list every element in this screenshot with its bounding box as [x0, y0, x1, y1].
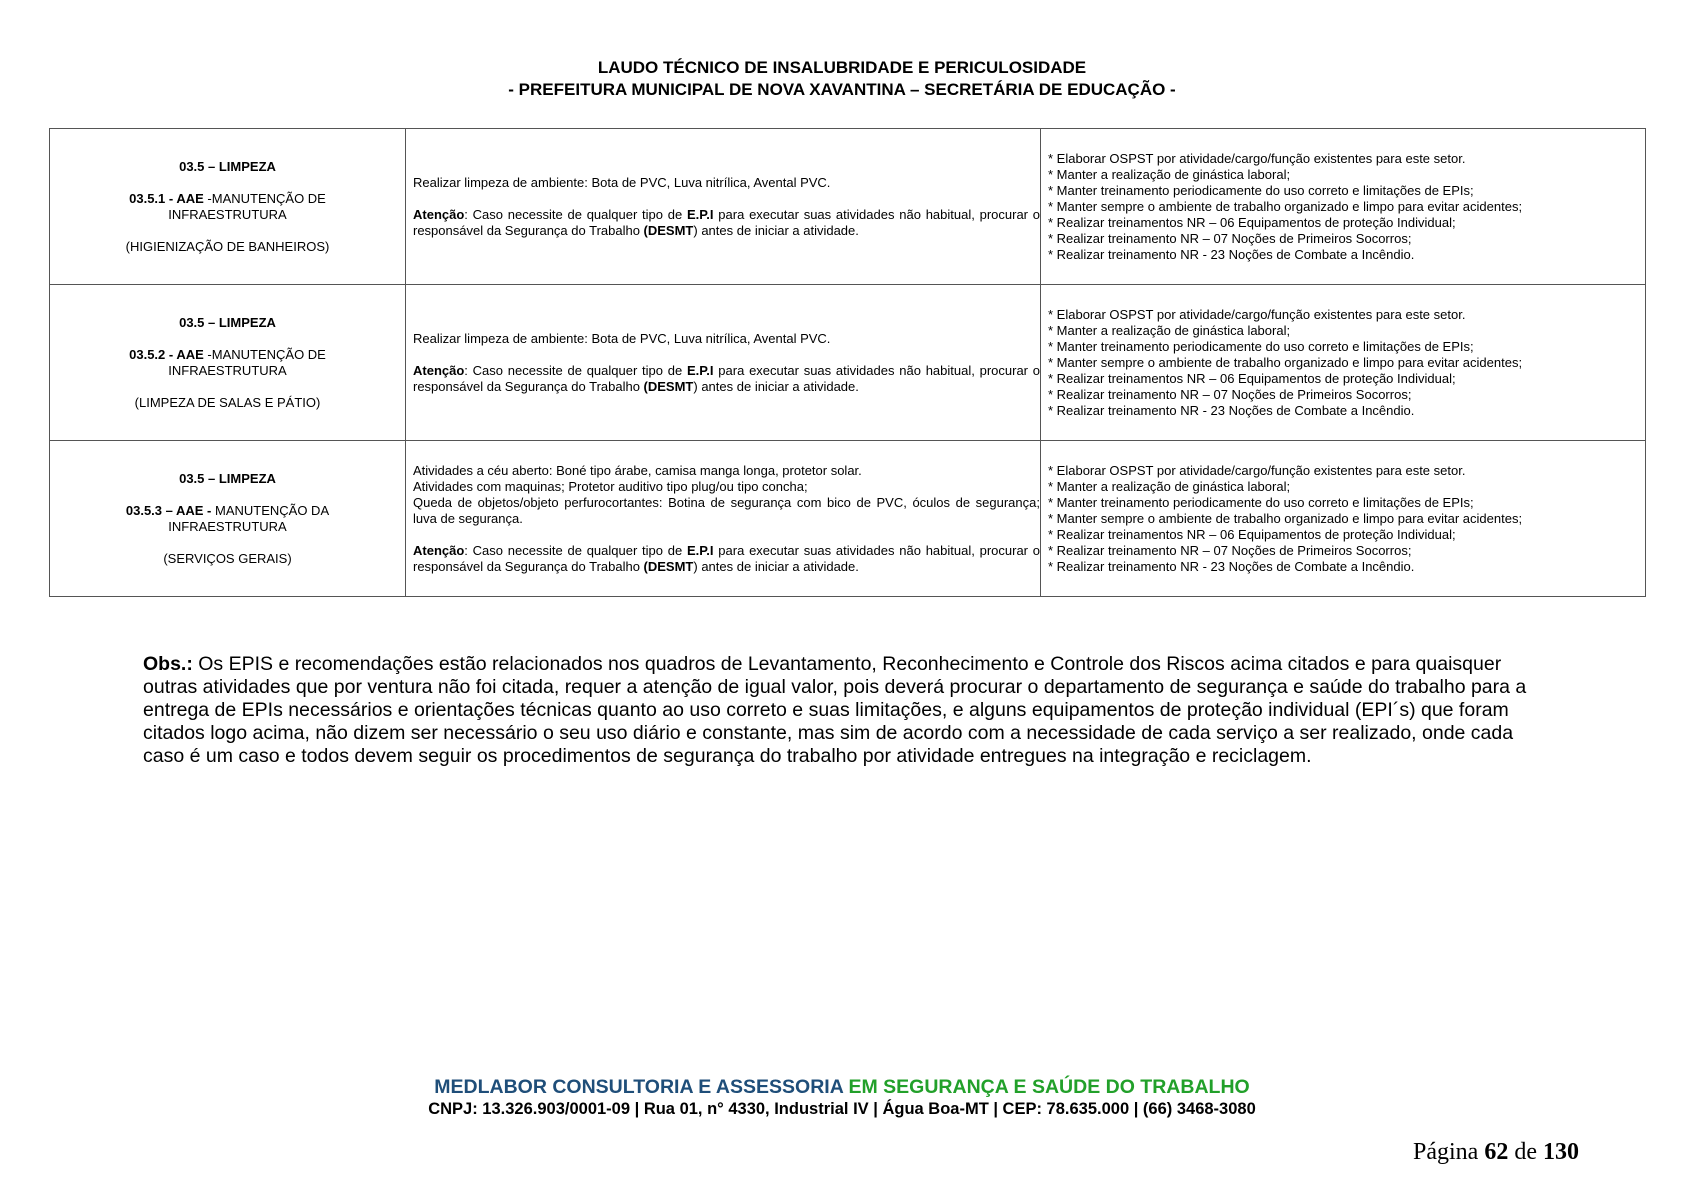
obs-text: Os EPIS e recomendações estão relacionados nos quadros de Levantamento, Reconhecimento e Controle dos Riscos acima citados e para quaisquer outras atividades que por ventura não foi citada, requer a atenção de igual valor, pois deverá procurar o departamento de segurança e saúde do trabalho para a entrega de EPIs necessários e orientações técnicas quanto ao uso correto e suas limitações, e alguns equipamentos de proteção individual (EPI´s) que foram citados logo acima, não dizem ser necessário o seu uso diário e constante, mas sim de acordo com a necessidade de cada serviço a ser realizado, onde cada caso é um caso e todos devem seguir os procedimentos de segurança do trabalho por atividade entregues na integração e reciclagem.	[143, 653, 1527, 767]
function-code: 03.5.2 - AAE -MANUTENÇÃO DE	[129, 346, 326, 362]
epi-line: Atividades a céu aberto: Boné tipo árabe, camisa manga longa, protetor solar.	[413, 462, 862, 478]
document-header	[0, 57, 1684, 101]
recommendation-item: * Manter sempre o ambiente de trabalho organizado e limpo para evitar acidentes;	[1048, 198, 1523, 214]
recommendation-item: * Realizar treinamento NR – 07 Noções de Primeiros Socorros;	[1048, 386, 1412, 402]
recommendation-item: * Manter treinamento periodicamente do uso correto e limitações de EPIs;	[1048, 494, 1474, 510]
function-code-line2: INFRAESTRUTURA	[168, 362, 287, 378]
recommendation-item: * Manter treinamento periodicamente do uso correto e limitações de EPIs;	[1048, 182, 1474, 198]
recommendation-item: * Realizar treinamentos NR – 06 Equipamentos de proteção Individual;	[1048, 214, 1456, 230]
attention-note: Atenção: Caso necessite de qualquer tipo de E.P.I para executar suas atividades não habitual, procurar o responsável da Segurança do Trabalho (DESMT) antes de iniciar a atividade.	[413, 206, 1041, 238]
activity-name: (SERVIÇOS GERAIS)	[163, 550, 292, 566]
recommendation-item: * Elaborar OSPST por atividade/cargo/função existentes para este setor.	[1048, 462, 1466, 478]
page-current: 62	[1484, 1139, 1509, 1165]
recommendation-item: * Manter treinamento periodicamente do uso correto e limitações de EPIs;	[1048, 338, 1474, 354]
epi-line: Realizar limpeza de ambiente: Bota de PVC, Luva nitrílica, Avental PVC.	[413, 330, 831, 346]
function-code-line2: INFRAESTRUTURA	[168, 518, 287, 534]
obs-label: Obs.:	[143, 653, 193, 675]
recommendation-item: * Realizar treinamentos NR – 06 Equipamentos de proteção Individual;	[1048, 370, 1456, 386]
footer-company-tagline: EM SEGURANÇA E SAÚDE DO TRABALHO	[848, 1076, 1250, 1098]
section-title: 03.5 – LIMPEZA	[179, 158, 276, 174]
function-code-line2: INFRAESTRUTURA	[168, 206, 287, 222]
sector-cell	[50, 129, 406, 285]
activity-name: (HIGIENIZAÇÃO DE BANHEIROS)	[125, 238, 330, 254]
section-title: 03.5 – LIMPEZA	[179, 314, 276, 330]
recommendation-item: * Realizar treinamentos NR – 06 Equipamentos de proteção Individual;	[1048, 526, 1456, 542]
recommendation-item: * Elaborar OSPST por atividade/cargo/função existentes para este setor.	[1048, 150, 1466, 166]
function-code: 03.5.3 – AAE - MANUTENÇÃO DA	[125, 502, 330, 518]
recommendations-cell	[1041, 441, 1646, 597]
epi-line: Realizar limpeza de ambiente: Bota de PVC, Luva nitrílica, Avental PVC.	[413, 174, 831, 190]
header-subtitle: - PREFEITURA MUNICIPAL DE NOVA XAVANTINA – SECRETÁRIA DE EDUCAÇÃO -	[508, 80, 1176, 99]
recommendations-cell	[1041, 285, 1646, 441]
epi-cell	[406, 285, 1041, 441]
function-code: 03.5.1 - AAE -MANUTENÇÃO DE	[129, 190, 326, 206]
activity-name: (LIMPEZA DE SALAS E PÁTIO)	[134, 394, 321, 410]
sector-cell	[50, 285, 406, 441]
footer-address: CNPJ: 13.326.903/0001-09 | Rua 01, n° 4330, Industrial IV | Água Boa-MT | CEP: 78.635.000 | (66) 3468-3080	[428, 1100, 1256, 1118]
table-row	[50, 285, 1646, 441]
recommendation-item: * Manter sempre o ambiente de trabalho organizado e limpo para evitar acidentes;	[1048, 354, 1523, 370]
recommendation-item: * Manter a realização de ginástica laboral;	[1048, 166, 1291, 182]
recommendation-item: * Manter a realização de ginástica laboral;	[1048, 322, 1291, 338]
epi-line: Queda de objetos/objeto perfurocortantes: Botina de segurança com bico de PVC, óculos de segurança; luva de segurança.	[413, 494, 1040, 526]
recommendation-item: * Realizar treinamento NR - 23 Noções de Combate a Incêndio.	[1048, 558, 1415, 574]
recommendation-item: * Realizar treinamento NR – 07 Noções de Primeiros Socorros;	[1048, 542, 1412, 558]
table-row	[50, 129, 1646, 285]
epi-table	[49, 128, 1646, 597]
page-label: Página	[1413, 1139, 1479, 1165]
recommendation-item: * Elaborar OSPST por atividade/cargo/função existentes para este setor.	[1048, 306, 1466, 322]
observation-paragraph	[143, 653, 1553, 768]
recommendation-item: * Realizar treinamento NR – 07 Noções de Primeiros Socorros;	[1048, 230, 1412, 246]
epi-cell	[406, 441, 1041, 597]
page-total: 130	[1543, 1139, 1579, 1165]
recommendation-item: * Manter a realização de ginástica laboral;	[1048, 478, 1291, 494]
page-number	[1413, 1139, 1579, 1166]
page-of: de	[1514, 1139, 1537, 1165]
attention-note: Atenção: Caso necessite de qualquer tipo de E.P.I para executar suas atividades não habitual, procurar o responsável da Segurança do Trabalho (DESMT) antes de iniciar a atividade.	[413, 542, 1041, 574]
attention-note: Atenção: Caso necessite de qualquer tipo de E.P.I para executar suas atividades não habitual, procurar o responsável da Segurança do Trabalho (DESMT) antes de iniciar a atividade.	[413, 362, 1041, 394]
footer-company-name: MEDLABOR CONSULTORIA E ASSESSORIA	[434, 1076, 844, 1098]
epi-table-body	[50, 129, 1646, 597]
sector-cell	[50, 441, 406, 597]
footer-company	[0, 1076, 1684, 1099]
recommendations-cell	[1041, 129, 1646, 285]
epi-line: Atividades com maquinas; Protetor auditivo tipo plug/ou tipo concha;	[413, 478, 808, 494]
epi-cell	[406, 129, 1041, 285]
header-title: LAUDO TÉCNICO DE INSALUBRIDADE E PERICULOSIDADE	[597, 58, 1087, 77]
table-row	[50, 441, 1646, 597]
section-title: 03.5 – LIMPEZA	[179, 470, 276, 486]
recommendation-item: * Realizar treinamento NR - 23 Noções de Combate a Incêndio.	[1048, 246, 1415, 262]
recommendation-item: * Realizar treinamento NR - 23 Noções de Combate a Incêndio.	[1048, 402, 1415, 418]
recommendation-item: * Manter sempre o ambiente de trabalho organizado e limpo para evitar acidentes;	[1048, 510, 1523, 526]
